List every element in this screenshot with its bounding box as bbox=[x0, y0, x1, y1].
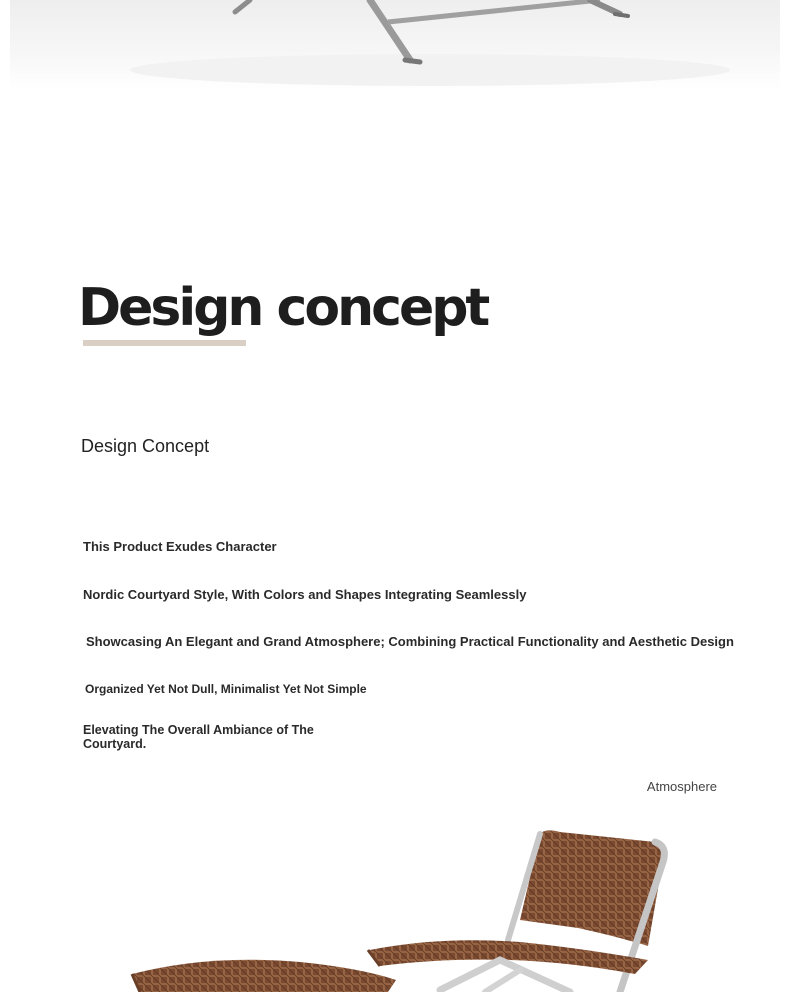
concept-line-2: Nordic Courtyard Style, With Colors and Shapes Integrating Seamlessly bbox=[83, 587, 527, 602]
top-product-image bbox=[10, 0, 780, 90]
section-subheading: Design Concept bbox=[81, 436, 210, 456]
atmosphere-caption: Atmosphere bbox=[646, 779, 717, 794]
concept-line-4: Organized Yet Not Dull, Minimalist Yet Not Simple bbox=[85, 682, 367, 696]
section-heading: Design concept bbox=[78, 278, 488, 338]
rattan-chair-image bbox=[100, 820, 700, 992]
concept-line-3: Showcasing An Elegant and Grand Atmosphere; Combining Practical Functionality and Aesthetic Design bbox=[86, 634, 734, 649]
heading-underline bbox=[83, 340, 246, 346]
concept-line-1: This Product Exudes Character bbox=[83, 539, 277, 554]
concept-line-5: Elevating The Overall Ambiance of The Courtyard. bbox=[83, 723, 314, 751]
